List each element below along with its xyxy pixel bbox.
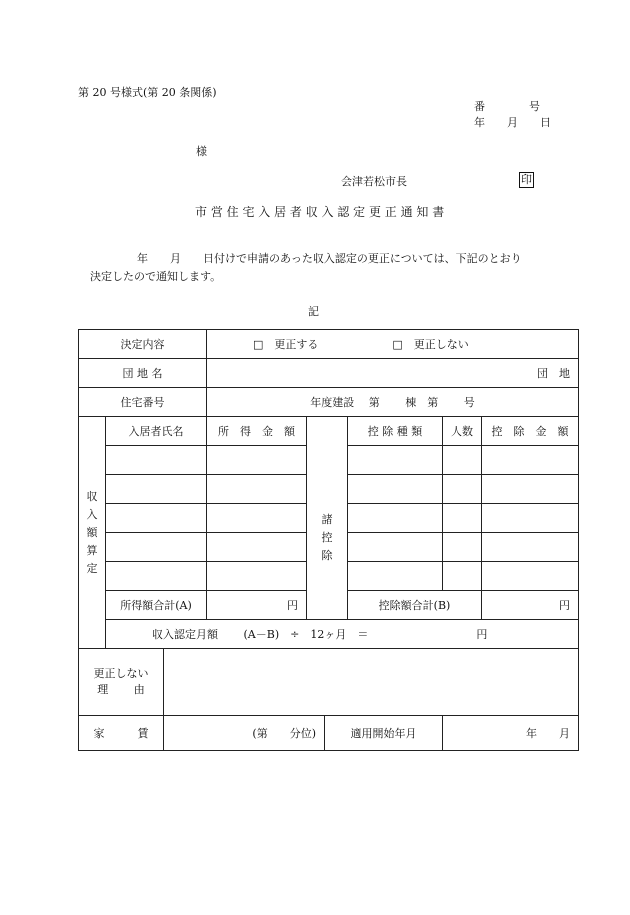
people-cell[interactable] <box>443 475 482 504</box>
body-line-2: 決定したので通知します。 <box>90 270 222 283</box>
rent-label: 家 賃 <box>79 716 164 751</box>
income-cell[interactable] <box>207 504 307 533</box>
deduction-type-cell[interactable] <box>348 446 443 475</box>
monthly-income-row <box>106 620 579 649</box>
deduction-type-cell[interactable] <box>348 504 443 533</box>
deduction-amount-cell[interactable] <box>482 533 579 562</box>
document-title: 市 営 住 宅 入 居 者 収 入 認 定 更 正 通 知 書 <box>195 205 445 219</box>
income-cell[interactable] <box>207 562 307 591</box>
start-value: 年 月 <box>443 716 579 751</box>
ki-label: 記 <box>308 305 319 318</box>
deduction-amount-cell[interactable] <box>482 504 579 533</box>
deduction-type-cell[interactable] <box>348 475 443 504</box>
decision-label: 決定内容 <box>79 330 207 359</box>
deduction-amount-cell[interactable] <box>482 562 579 591</box>
reason-field[interactable] <box>164 649 579 716</box>
col-resident-name: 入居者氏名 <box>106 417 207 446</box>
name-cell[interactable] <box>106 475 207 504</box>
deduction-total-yen: 円 <box>482 591 579 620</box>
sender: 会津若松市長 <box>341 175 407 188</box>
people-cell[interactable] <box>443 533 482 562</box>
name-cell[interactable] <box>106 533 207 562</box>
name-cell[interactable] <box>106 446 207 475</box>
rent-bracket: (第 分位) <box>164 716 325 751</box>
date-line: 年 月 日 <box>474 116 551 129</box>
notice-form-table <box>78 329 579 751</box>
col-deduction-type: 控 除 種 類 <box>348 417 443 446</box>
deduction-type-cell[interactable] <box>348 533 443 562</box>
monthly-yen: 円 <box>476 628 488 641</box>
name-cell[interactable] <box>106 562 207 591</box>
col-income: 所 得 金 額 <box>207 417 307 446</box>
people-cell[interactable] <box>443 562 482 591</box>
option-correct[interactable]: □ 更正する <box>253 338 319 351</box>
danchi-suffix: 団 地 <box>207 359 579 388</box>
deduction-label-vertical: 諸 控 除 <box>307 417 348 620</box>
house-value: 年度建設 第 棟 第 号 <box>207 388 579 417</box>
deduction-total-label: 控除額合計(B) <box>348 591 482 620</box>
income-total-yen: 円 <box>207 591 307 620</box>
start-label: 適用開始年月 <box>325 716 443 751</box>
deduction-amount-cell[interactable] <box>482 446 579 475</box>
decision-options <box>207 330 579 359</box>
seal-stamp: 印 <box>521 173 532 186</box>
option-no-correct[interactable]: □ 更正しない <box>392 338 469 351</box>
danchi-label: 団 地 名 <box>79 359 207 388</box>
deduction-type-cell[interactable] <box>348 562 443 591</box>
reason-label: 更正しない 理 由 <box>79 649 164 716</box>
income-cell[interactable] <box>207 533 307 562</box>
house-label: 住宅番号 <box>79 388 207 417</box>
addressee-suffix: 様 <box>196 145 207 158</box>
people-cell[interactable] <box>443 504 482 533</box>
body-line-1: 年 月 日付けで申請のあった収入認定の更正については、下記のとおり <box>137 252 522 265</box>
name-cell[interactable] <box>106 504 207 533</box>
deduction-amount-cell[interactable] <box>482 475 579 504</box>
people-cell[interactable] <box>443 446 482 475</box>
calc-label-vertical: 収 入 額 算 定 <box>79 417 106 649</box>
number-line: 番 号 <box>474 100 540 113</box>
col-people: 人数 <box>443 417 482 446</box>
income-total-label: 所得額合計(A) <box>106 591 207 620</box>
col-deduction-amount: 控 除 金 額 <box>482 417 579 446</box>
income-cell[interactable] <box>207 475 307 504</box>
income-cell[interactable] <box>207 446 307 475</box>
form-number: 第 20 号様式(第 20 条関係) <box>78 86 217 99</box>
monthly-formula: 収入認定月額 (A－B) ÷ 12ヶ月 ＝ <box>152 628 369 641</box>
